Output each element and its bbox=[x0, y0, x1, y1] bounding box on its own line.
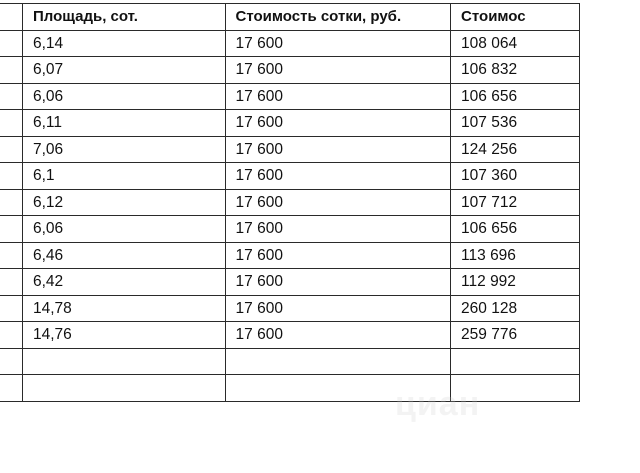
cell-area: 14,76 bbox=[23, 322, 226, 349]
header-cell-area: Площадь, сот. bbox=[23, 4, 226, 31]
cell-area: 7,06 bbox=[23, 136, 226, 163]
cell-area: 6,11 bbox=[23, 110, 226, 137]
table-row bbox=[0, 30, 580, 57]
cell-price-per-sotka: 17 600 bbox=[225, 57, 451, 84]
table-row bbox=[0, 163, 580, 190]
cell-area: 6,14 bbox=[23, 30, 226, 57]
cell-total-cost bbox=[451, 375, 580, 402]
table-row bbox=[0, 189, 580, 216]
cell-number bbox=[0, 322, 23, 349]
cell-total-cost: 106 656 bbox=[451, 216, 580, 243]
cell-total-cost: 259 776 bbox=[451, 322, 580, 349]
header-cell-price-per-sotka: Стоимость сотки, руб. bbox=[225, 4, 451, 31]
cell-area bbox=[23, 348, 226, 375]
cell-price-per-sotka: 17 600 bbox=[225, 163, 451, 190]
cell-total-cost: 112 992 bbox=[451, 269, 580, 296]
cell-area: 14,78 bbox=[23, 295, 226, 322]
cell-price-per-sotka: 17 600 bbox=[225, 242, 451, 269]
cell-price-per-sotka: 17 600 bbox=[225, 110, 451, 137]
table-row bbox=[0, 216, 580, 243]
cell-total-cost: 107 360 bbox=[451, 163, 580, 190]
cell-number bbox=[0, 189, 23, 216]
cell-number bbox=[0, 163, 23, 190]
cell-area bbox=[23, 375, 226, 402]
cell-price-per-sotka: 17 600 bbox=[225, 295, 451, 322]
cell-price-per-sotka: 17 600 bbox=[225, 269, 451, 296]
table-row bbox=[0, 83, 580, 110]
cell-area: 6,07 bbox=[23, 57, 226, 84]
watermark: циан bbox=[395, 385, 481, 423]
table-row bbox=[0, 322, 580, 349]
header-cell-number bbox=[0, 4, 23, 31]
cell-area: 6,12 bbox=[23, 189, 226, 216]
cell-area: 6,1 bbox=[23, 163, 226, 190]
price-table bbox=[0, 3, 580, 402]
cell-number bbox=[0, 242, 23, 269]
cell-total-cost: 107 536 bbox=[451, 110, 580, 137]
table-row bbox=[0, 57, 580, 84]
cell-area: 6,46 bbox=[23, 242, 226, 269]
cell-price-per-sotka bbox=[225, 348, 451, 375]
cell-total-cost: 106 832 bbox=[451, 57, 580, 84]
table-row bbox=[0, 295, 580, 322]
cell-area: 6,06 bbox=[23, 83, 226, 110]
cell-price-per-sotka: 17 600 bbox=[225, 216, 451, 243]
cell-number bbox=[0, 57, 23, 84]
cell-total-cost: 113 696 bbox=[451, 242, 580, 269]
cell-number bbox=[0, 136, 23, 163]
cell-number bbox=[0, 375, 23, 402]
table-row bbox=[0, 269, 580, 296]
table-row bbox=[0, 375, 580, 402]
cell-number bbox=[0, 295, 23, 322]
cell-price-per-sotka: 17 600 bbox=[225, 30, 451, 57]
table-body bbox=[0, 30, 580, 401]
table-row bbox=[0, 242, 580, 269]
cell-number bbox=[0, 110, 23, 137]
cell-total-cost bbox=[451, 348, 580, 375]
table-row bbox=[0, 136, 580, 163]
table-row bbox=[0, 110, 580, 137]
cell-price-per-sotka: 17 600 bbox=[225, 322, 451, 349]
cell-price-per-sotka: 17 600 bbox=[225, 189, 451, 216]
cell-number bbox=[0, 216, 23, 243]
cell-total-cost: 124 256 bbox=[451, 136, 580, 163]
cell-price-per-sotka: 17 600 bbox=[225, 83, 451, 110]
cell-number bbox=[0, 30, 23, 57]
cell-total-cost: 107 712 bbox=[451, 189, 580, 216]
cell-number bbox=[0, 348, 23, 375]
cell-total-cost: 106 656 bbox=[451, 83, 580, 110]
cell-total-cost: 108 064 bbox=[451, 30, 580, 57]
table-row bbox=[0, 348, 580, 375]
cell-number bbox=[0, 269, 23, 296]
cell-area: 6,06 bbox=[23, 216, 226, 243]
cell-total-cost: 260 128 bbox=[451, 295, 580, 322]
cell-area: 6,42 bbox=[23, 269, 226, 296]
cell-price-per-sotka bbox=[225, 375, 451, 402]
header-cell-total-cost: Стоимос bbox=[451, 4, 580, 31]
header-row bbox=[0, 4, 580, 31]
cell-price-per-sotka: 17 600 bbox=[225, 136, 451, 163]
cell-number bbox=[0, 83, 23, 110]
